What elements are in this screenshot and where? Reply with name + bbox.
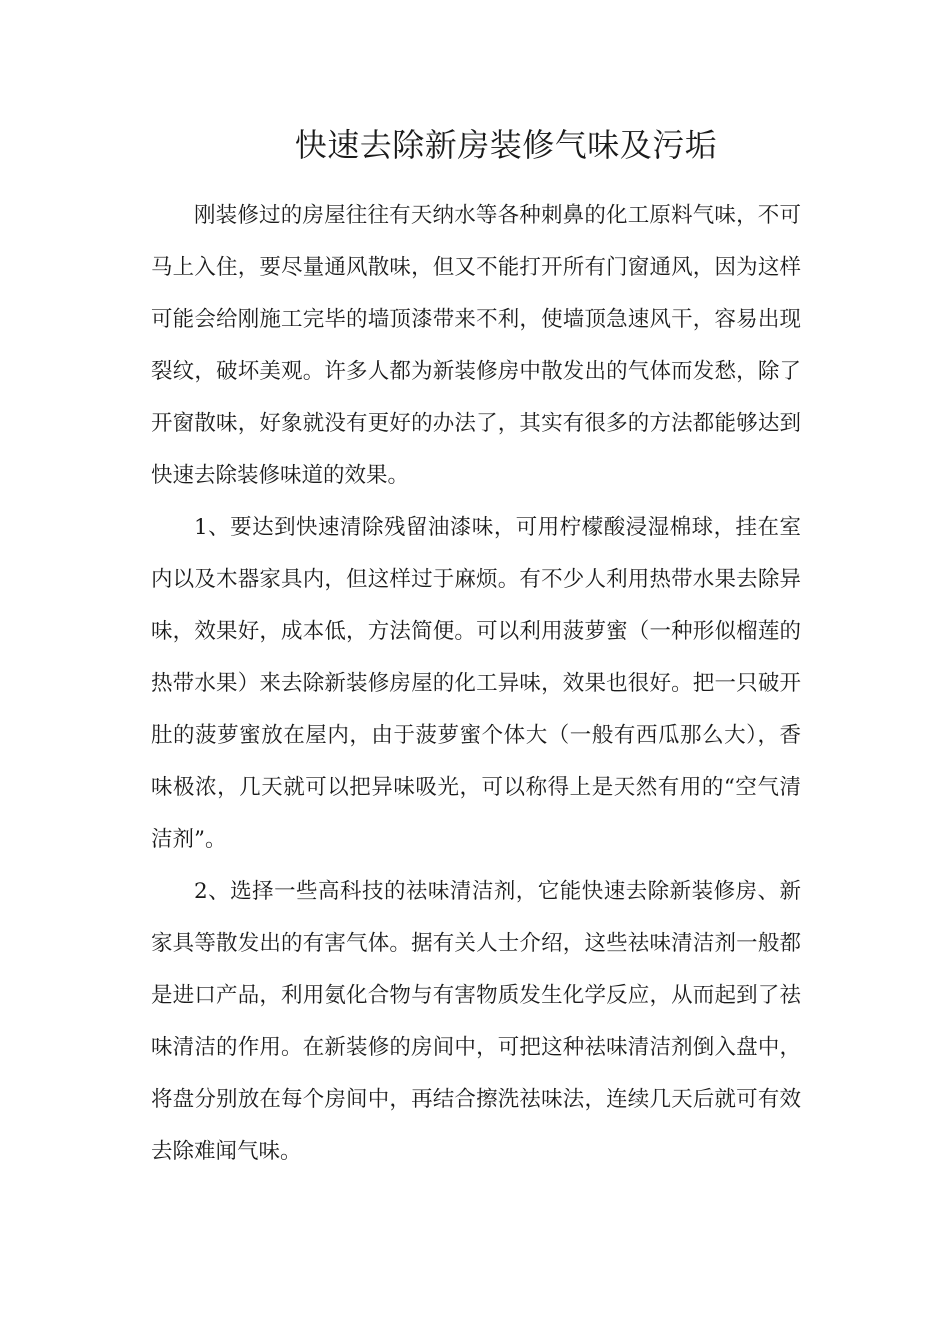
paragraph-method-2: 2、选择一些高科技的祛味清洁剂，它能快速去除新装修房、新家具等散发出的有害气体。据有关人士介绍，这些祛味清洁剂一般都是进口产品，利用氨化合物与有害物质发生化学反应，从而起到了祛味清洁的作用。在新装修的房间中，可把这种祛味清洁剂倒入盘中，将盘分别放在每个房间中，再结合擦洗祛味法，连续几天后就可有效去除难闻气味。	[151, 879, 801, 1164]
paragraph-method-1: 1、要达到快速清除残留油漆味，可用柠檬酸浸湿棉球，挂在室内以及木器家具内，但这样过于麻烦。有不少人利用热带水果去除异味，效果好，成本低，方法简便。可以利用菠萝蜜（一种形似榴莲的热带水果）来去除新装修房屋的化工异味，效果也很好。把一只破开肚的菠萝蜜放在屋内，由于菠萝蜜个体大（一般有西瓜那么大），香味极浓，几天就可以把异味吸光，可以称得上是天然有用的“空气清洁剂”。	[151, 515, 801, 852]
document-body	[151, 190, 801, 1178]
document-title: 快速去除新房装修气味及污垢	[294, 126, 718, 164]
paragraph-intro: 刚装修过的房屋往往有天纳水等各种刺鼻的化工原料气味，不可马上入住，要尽量通风散味，但又不能打开所有门窗通风，因为这样可能会给刚施工完毕的墙顶漆带来不利，使墙顶急速风干，容易出现裂纹，破坏美观。许多人都为新装修房中散发出的气体而发愁，除了开窗散味，好象就没有更好的办法了，其实有很多的方法都能够达到快速去除装修味道的效果。	[151, 203, 801, 488]
